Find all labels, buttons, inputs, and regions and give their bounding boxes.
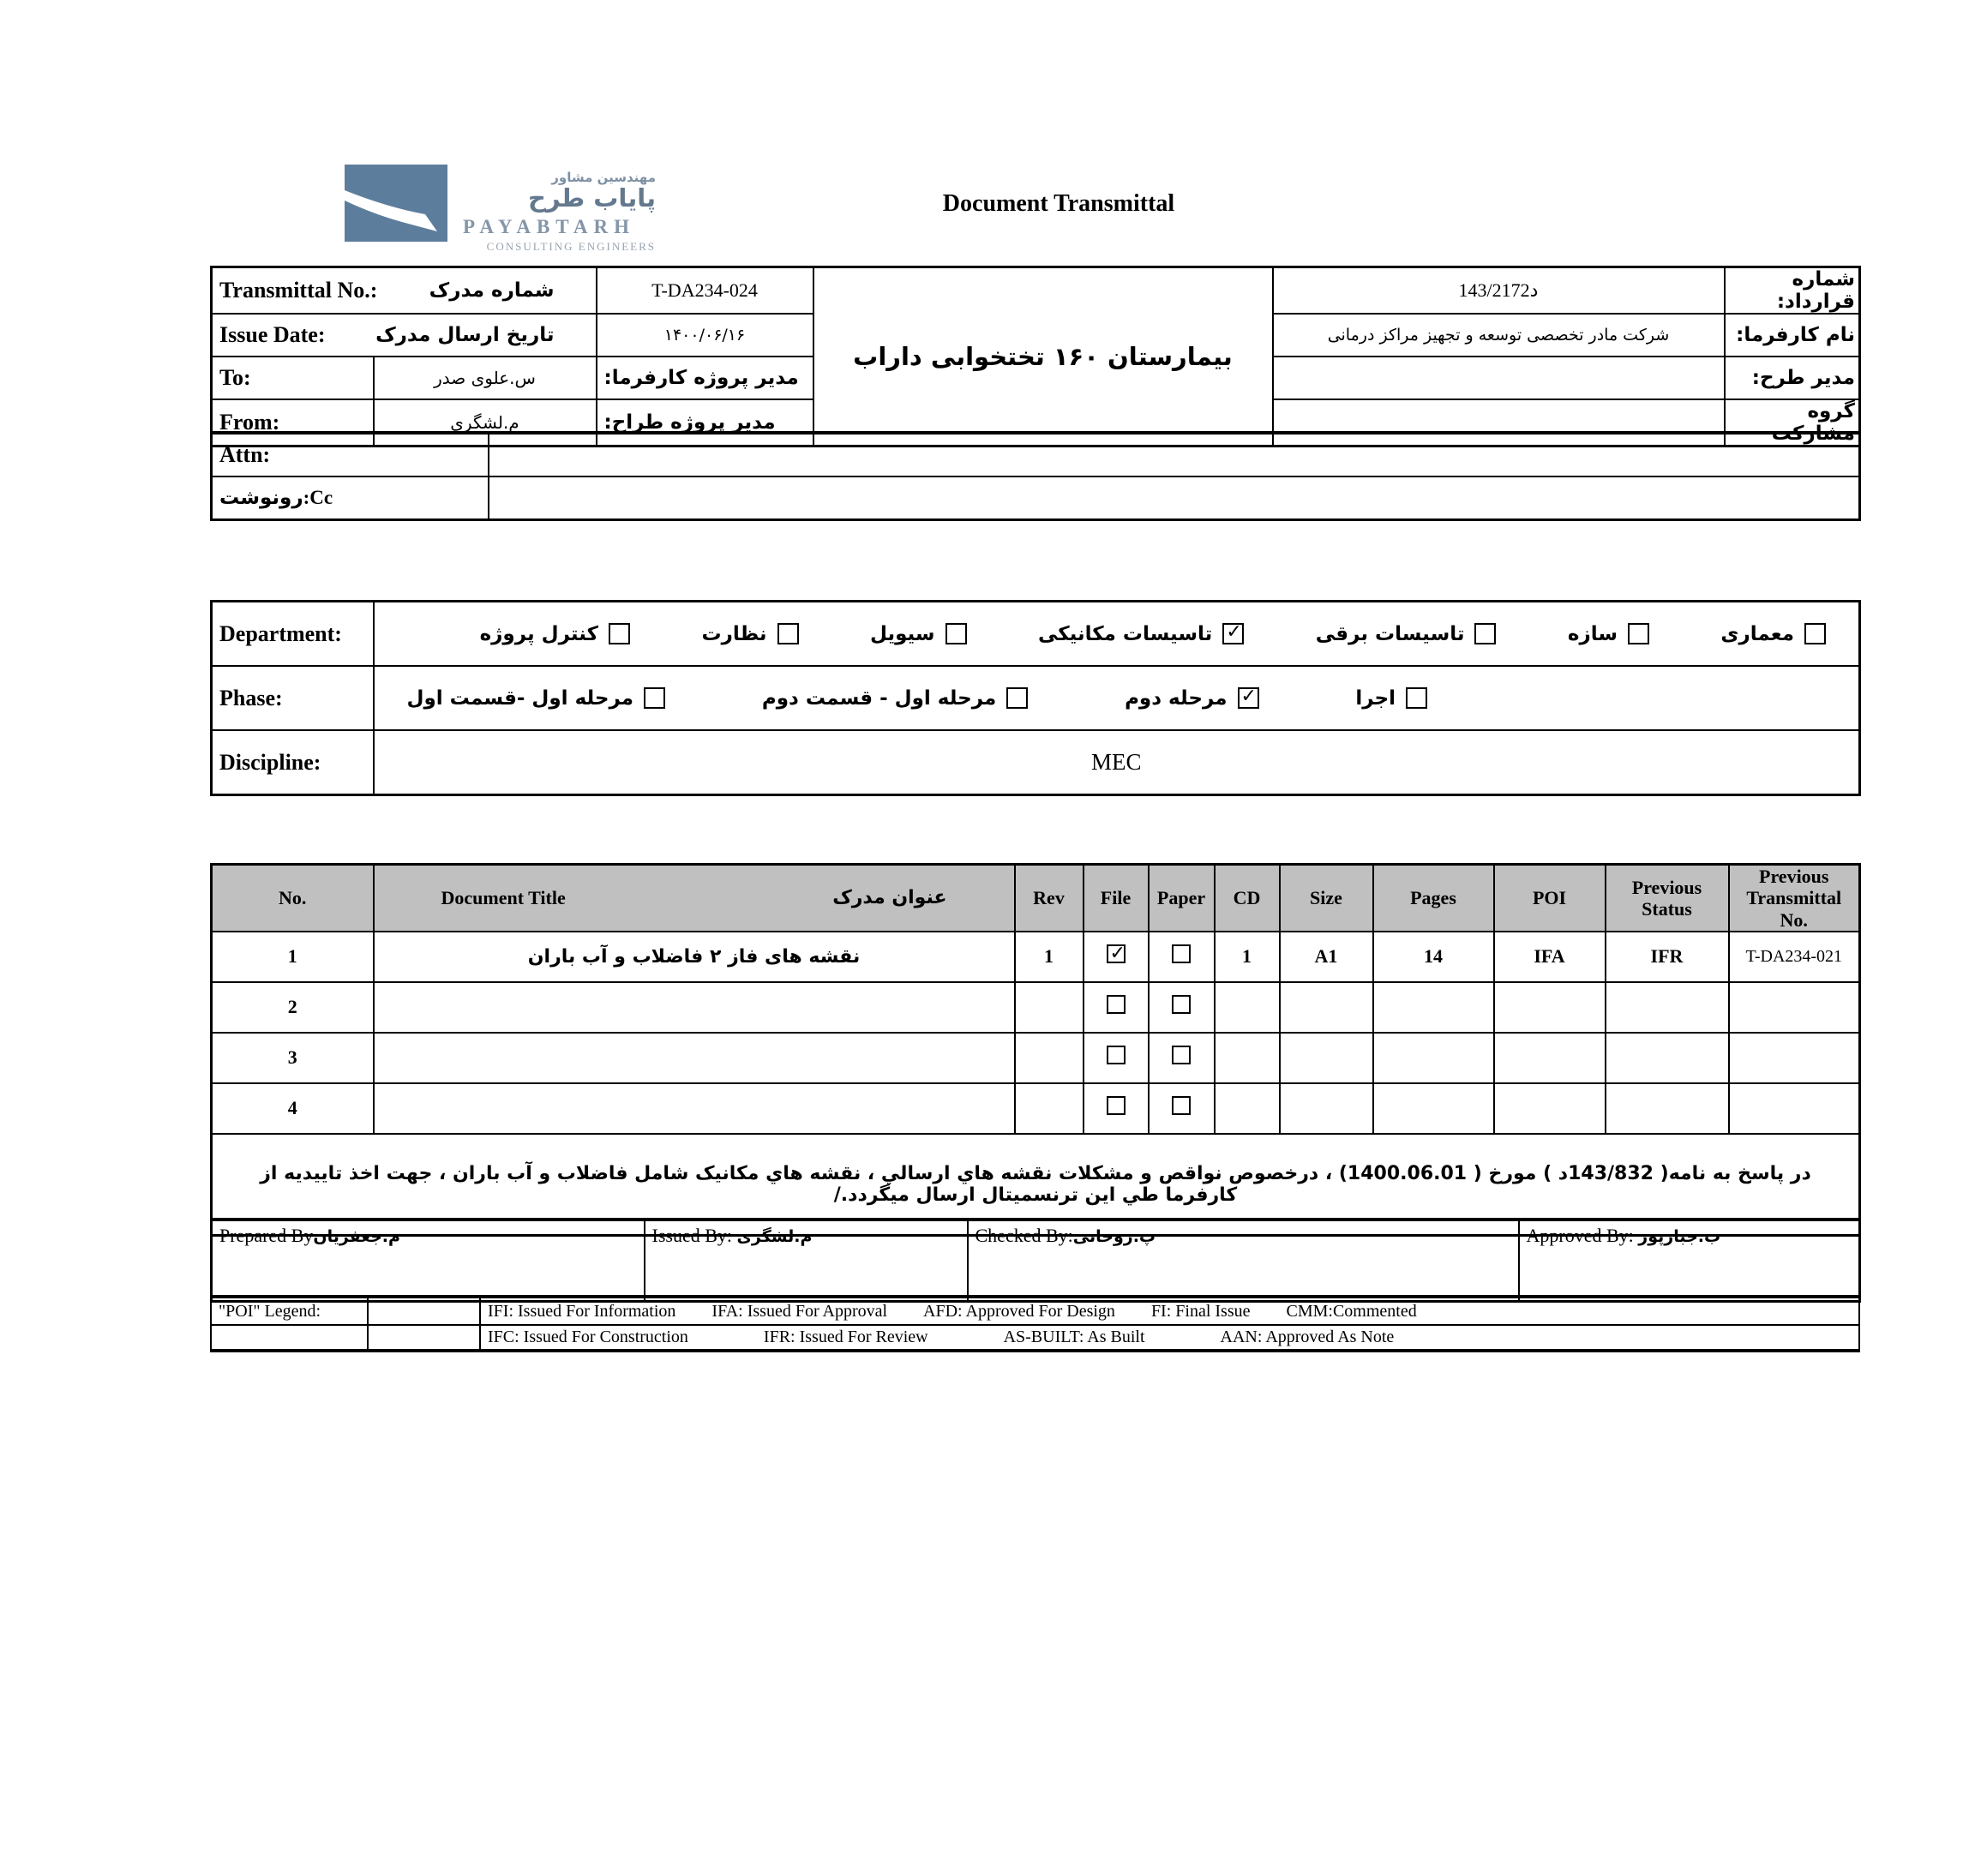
transmittal-note: در پاسخ به نامه( 143/832د ) مورخ ( 1400.06.01) ، درخصوص نواقص و مشکلات نقشه هاي ارسالي ، نقشه هاي مکانیک شامل فاضلاب و آب باران ، جهت اخذ تاییدیه از کارفرما طي این ترنسمیتال ارسال میگردد./ (212, 1134, 1860, 1236)
project-control-checkbox[interactable] (609, 623, 630, 644)
approved-by-cell (1519, 1220, 1860, 1302)
department-option (480, 623, 630, 645)
issue-date-value: ۱۴۰۰/۰۶/۱۶ (597, 314, 813, 357)
attn-label: Attn: (212, 433, 489, 476)
paper-checkbox[interactable] (1172, 995, 1191, 1014)
transmittal-no-value: T-DA234-024 (597, 267, 813, 315)
doc-size (1280, 982, 1373, 1033)
issued-by-name: م.لشگری (736, 1227, 813, 1246)
architecture-label: معماری (1720, 622, 1794, 645)
doc-rev (1015, 1083, 1084, 1134)
doc-title (374, 1033, 1015, 1083)
legend-item: CMM:Commented (1286, 1301, 1417, 1321)
doc-file-cell (1084, 982, 1149, 1033)
architecture-checkbox[interactable] (1804, 623, 1826, 644)
doc-paper-cell (1149, 1083, 1215, 1134)
department-option (1316, 623, 1497, 645)
document-row (212, 932, 1860, 982)
checked-by-label: Checked By: (975, 1225, 1073, 1246)
paper-checkbox[interactable] (1172, 1096, 1191, 1115)
legend-item: AS-BUILT: As Built (1003, 1328, 1145, 1346)
prepared-by-name: م.جعفریان (313, 1227, 400, 1246)
doc-file-cell (1084, 932, 1149, 982)
col-file: File (1084, 865, 1149, 932)
documents-table (210, 863, 1861, 1237)
execution-checkbox[interactable] (1406, 687, 1427, 709)
doc-paper-cell (1149, 1033, 1215, 1083)
issue-date-label-cell (212, 314, 597, 357)
document-row (212, 1083, 1860, 1134)
from-value: م.لشگری (374, 399, 597, 447)
page-title: Document Transmittal (942, 190, 1175, 217)
doc-pages (1373, 1033, 1494, 1083)
legend-item: AAN: Approved As Note (1220, 1328, 1395, 1346)
department-option (1568, 623, 1649, 645)
attn-value (489, 433, 1860, 476)
partnership-label: گروه مشارکت (1725, 399, 1860, 447)
doc-cd (1215, 1083, 1280, 1134)
doc-title: نقشه های فاز ۲ فاضلاب و آب باران (374, 932, 1015, 982)
legend-item: IFI: Issued For Information (488, 1301, 676, 1321)
doc-prev-status (1606, 1083, 1729, 1134)
doc-prev-no (1729, 1033, 1860, 1083)
company-logo (345, 165, 656, 254)
info-table (210, 266, 1861, 447)
brand-fa: پایاب طرح (527, 183, 656, 213)
to-label: To: (212, 357, 374, 399)
document-row (212, 982, 1860, 1033)
doc-prev-no (1729, 982, 1860, 1033)
issue-date-label-fa: تاریخ ارسال مدرک (375, 324, 555, 346)
doc-size (1280, 1083, 1373, 1134)
doc-no: 1 (212, 932, 374, 982)
legend-item: IFR: Issued For Review (763, 1328, 928, 1346)
paper-checkbox[interactable] (1172, 944, 1191, 963)
signatures-row (212, 1220, 1860, 1302)
doc-no: 2 (212, 982, 374, 1033)
project-title: بیمارستان ۱۶۰ تختخوابی داراب (813, 267, 1273, 447)
doc-pages (1373, 982, 1494, 1033)
phase-two-label: مرحله دوم (1125, 686, 1228, 710)
legend-item: IFA: Issued For Approval (711, 1301, 888, 1321)
brand-tagline: CONSULTING ENGINEERS (486, 239, 656, 253)
phase-two-checkbox[interactable] (1238, 687, 1259, 709)
transmittal-row (212, 267, 1860, 315)
issued-by-cell (645, 1220, 968, 1302)
doc-prev-status (1606, 982, 1729, 1033)
transmittal-label-en: Transmittal No.: (219, 278, 378, 303)
phase-option (762, 687, 1028, 710)
doc-cd (1215, 1033, 1280, 1083)
project-control-label: کنترل پروژه (479, 622, 599, 645)
doc-size: A1 (1280, 932, 1373, 982)
supervision-label: نظارت (701, 622, 767, 645)
signatures-table (210, 1218, 1861, 1303)
supervision-checkbox[interactable] (777, 623, 799, 644)
file-checkbox[interactable] (1107, 1046, 1126, 1064)
checked-by-cell (968, 1220, 1519, 1302)
doc-file-cell (1084, 1083, 1149, 1134)
cc-value (489, 476, 1860, 520)
approved-by-name: ب.جبارپور (1638, 1227, 1721, 1246)
client-name-label: نام کارفرما: (1725, 314, 1860, 357)
doc-poi (1494, 982, 1606, 1033)
doc-pages: 14 (1373, 932, 1494, 982)
col-pages: Pages (1373, 865, 1494, 932)
brand-fa-small: مهندسین مشاور (551, 170, 656, 185)
doc-title (374, 1083, 1015, 1134)
attn-row (212, 433, 1860, 476)
transmittal-label-fa: شماره مدرک (429, 279, 555, 302)
brand-en: PAYABTARH (463, 215, 636, 237)
cc-label: رونوشت:Cc (212, 476, 489, 520)
doc-cd (1215, 982, 1280, 1033)
design-manager-label: مدیر طرح: (1725, 357, 1860, 399)
col-size: Size (1280, 865, 1373, 932)
doc-size (1280, 1033, 1373, 1083)
department-table (210, 600, 1861, 796)
file-checkbox[interactable] (1107, 995, 1126, 1014)
doc-rev: 1 (1015, 932, 1084, 982)
legend-row-2 (211, 1325, 1859, 1351)
doc-file-cell (1084, 1033, 1149, 1083)
department-options-cell (374, 602, 1860, 667)
col-poi: POI (1494, 865, 1606, 932)
col-prev-status: Previous Status (1606, 865, 1729, 932)
legend-spacer-cell (368, 1325, 480, 1351)
execution-label: اجرا (1355, 686, 1396, 710)
discipline-row (212, 730, 1860, 795)
doc-rev (1015, 1033, 1084, 1083)
mechanical-label: تاسیسات مکانیکی (1037, 622, 1213, 645)
legend-row-1 (211, 1297, 1859, 1325)
electrical-checkbox[interactable] (1474, 623, 1496, 644)
doc-poi (1494, 1083, 1606, 1134)
cc-row (212, 476, 1860, 520)
col-paper: Paper (1149, 865, 1215, 932)
col-cd: CD (1215, 865, 1280, 932)
client-pm-label: مدیر پروژه کارفرما: (597, 357, 813, 399)
client-name-value: شرکت مادر تخصصی توسعه و تجهیز مراکز درمانی (1273, 314, 1725, 357)
file-checkbox[interactable] (1107, 944, 1126, 963)
civil-label: سیویل (869, 622, 935, 645)
legend-spacer-cell (368, 1297, 480, 1325)
legend-line-1 (480, 1297, 1859, 1325)
mechanical-checkbox[interactable] (1222, 623, 1244, 644)
attn-cc-table (210, 431, 1861, 521)
structure-checkbox[interactable] (1628, 623, 1649, 644)
phase-one-part-one-checkbox[interactable] (644, 687, 665, 709)
department-row (212, 602, 1860, 667)
col-prev-no: Previous Transmittal No. (1729, 865, 1860, 932)
paper-checkbox[interactable] (1172, 1046, 1191, 1064)
discipline-value: MEC (374, 730, 1860, 795)
approved-by-label: Approved By: (1526, 1225, 1634, 1246)
doc-prev-status: IFR (1606, 932, 1729, 982)
legend-label: "POI" Legend: (211, 1297, 368, 1325)
phase-one-part-two-label: مرحله اول - قسمت دوم (761, 686, 997, 710)
legend-item: FI: Final Issue (1150, 1301, 1251, 1321)
doc-paper-cell (1149, 932, 1215, 982)
structure-label: سازه (1567, 622, 1618, 645)
poi-legend-table (210, 1295, 1860, 1352)
phase-one-part-one-label: مرحله اول -قسمت اول (406, 686, 634, 710)
doc-poi (1494, 1033, 1606, 1083)
department-label: Department: (212, 602, 374, 667)
doc-prev-no (1729, 1083, 1860, 1134)
contract-no-label: شماره قرارداد: (1725, 267, 1860, 315)
department-option (1038, 623, 1244, 645)
logo-swoosh-icon (345, 165, 447, 242)
col-no: No. (212, 865, 374, 932)
doc-no: 4 (212, 1083, 374, 1134)
issued-by-label: Issued By: (651, 1225, 732, 1246)
legend-line-2 (480, 1325, 1859, 1351)
transmittal-label-cell (212, 267, 597, 315)
department-option (1720, 623, 1826, 645)
doc-poi: IFA (1494, 932, 1606, 982)
document-row (212, 1033, 1860, 1083)
phase-options-cell (374, 666, 1860, 730)
doc-cd: 1 (1215, 932, 1280, 982)
col-title-fa: عنوان مدرک (832, 887, 947, 909)
file-checkbox[interactable] (1107, 1096, 1126, 1115)
issue-date-label-en: Issue Date: (219, 322, 326, 347)
legend-label-empty (211, 1325, 368, 1351)
phase-option (1125, 687, 1258, 710)
civil-checkbox[interactable] (945, 623, 967, 644)
contract-no-value: 143/2172د (1273, 267, 1725, 315)
prepared-by-label: Prepared By (219, 1225, 314, 1246)
brand-text (463, 170, 656, 254)
doc-paper-cell (1149, 982, 1215, 1033)
col-title-en: Document Title (441, 886, 566, 908)
col-rev: Rev (1015, 865, 1084, 932)
documents-header-row (212, 865, 1860, 932)
electrical-label: تاسیسات برقی (1315, 622, 1465, 645)
design-manager-value (1273, 357, 1725, 399)
phase-row (212, 666, 1860, 730)
discipline-label: Discipline: (212, 730, 374, 795)
doc-title (374, 982, 1015, 1033)
doc-pages (1373, 1083, 1494, 1134)
doc-no: 3 (212, 1033, 374, 1083)
department-option (870, 623, 967, 645)
phase-option (1355, 687, 1427, 710)
doc-prev-no: T-DA234-021 (1729, 932, 1860, 982)
design-pm-label: مدیر پروژه طراح: (597, 399, 813, 447)
from-label: From: (212, 399, 374, 447)
phase-option (407, 687, 666, 710)
col-title (374, 865, 1015, 932)
legend-item: IFC: Issued For Construction (488, 1328, 688, 1346)
doc-prev-status (1606, 1033, 1729, 1083)
phase-one-part-two-checkbox[interactable] (1006, 687, 1028, 709)
department-option (701, 623, 798, 645)
doc-rev (1015, 982, 1084, 1033)
checked-by-name: پ.روحانی (1072, 1227, 1156, 1246)
to-value: س.علوی صدر (374, 357, 597, 399)
phase-label: Phase: (212, 666, 374, 730)
legend-item: AFD: Approved For Design (923, 1301, 1115, 1321)
prepared-by-cell (212, 1220, 645, 1302)
